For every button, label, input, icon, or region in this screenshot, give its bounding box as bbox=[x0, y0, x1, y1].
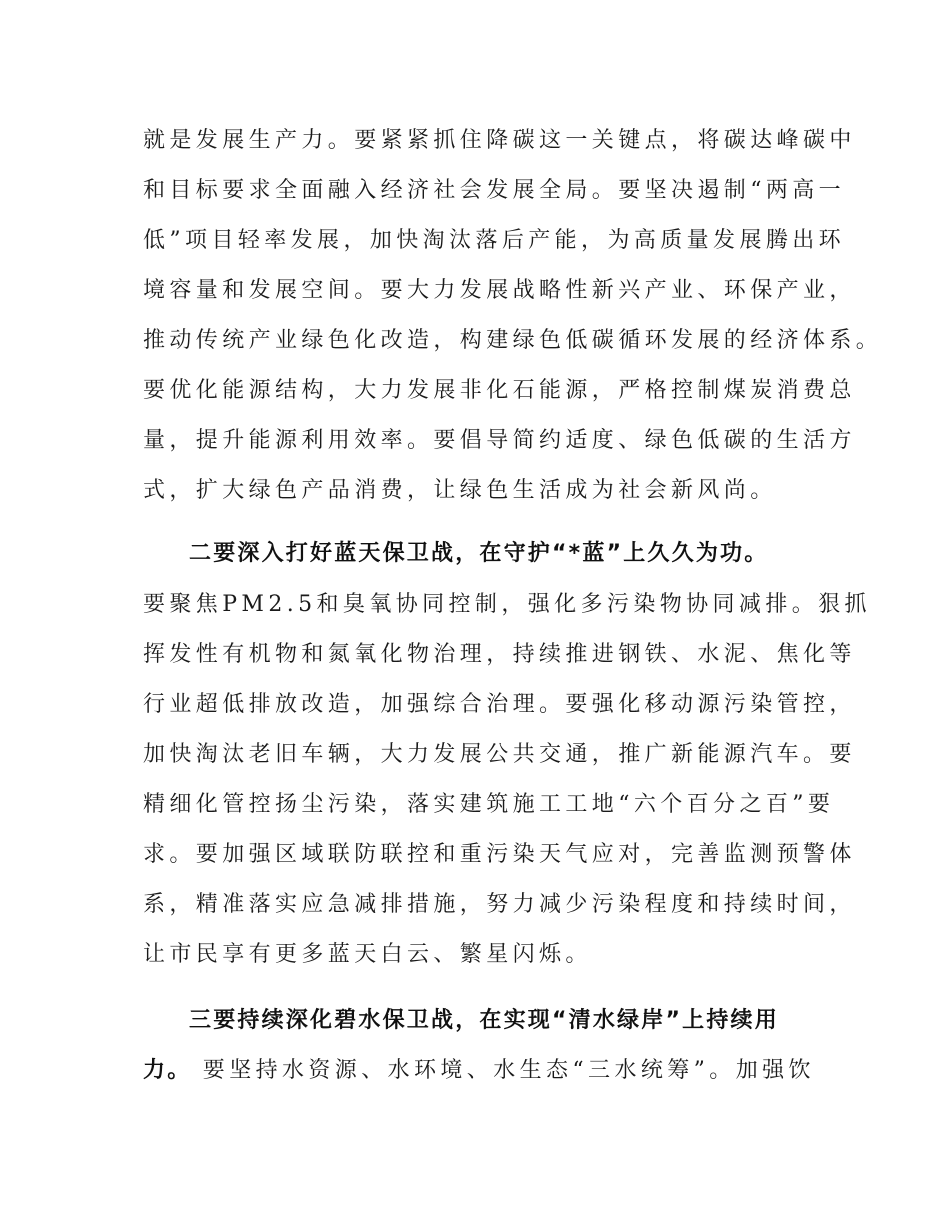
paragraph-line: 境容量和发展空间。要大力发展战略性新兴产业、环保产业， bbox=[143, 278, 856, 303]
paragraph-line: 就是发展生产力。要紧紧抓住降碳这一关键点，将碳达峰碳中 bbox=[143, 128, 856, 153]
paragraph-line: 要优化能源结构，大力发展非化石能源，严格控制煤炭消费总 bbox=[143, 378, 856, 403]
paragraph-line: 和目标要求全面融入经济社会发展全局。要坚决遏制“两高一 bbox=[143, 178, 846, 203]
paragraph-line: 求。要加强区域联防联控和重污染天气应对，完善监测预警体 bbox=[143, 842, 856, 867]
paragraph-line: 精细化管控扬尘污染，落实建筑施工工地“六个百分之百”要 bbox=[143, 792, 835, 817]
paragraph-line: 推动传统产业绿色化改造，构建绿色低碳循环发展的经济体系。 bbox=[143, 328, 883, 353]
paragraph-line: 行业超低排放改造，加强综合治理。要强化移动源污染管控， bbox=[143, 692, 856, 717]
paragraph-line: 低”项目轻率发展，加快淘汰落后产能，为高质量发展腾出环 bbox=[143, 228, 846, 253]
paragraph-line: 挥发性有机物和氮氧化物治理，持续推进钢铁、水泥、焦化等 bbox=[143, 642, 856, 667]
paragraph-line: 系，精准落实应急减排措施，努力减少污染程度和持续时间， bbox=[143, 892, 856, 917]
paragraph-line: 要聚焦PM2.5和臭氧协同控制，强化多污染物协同减排。狠抓 bbox=[143, 592, 871, 617]
paragraph-text: 要坚持水资源、水环境、水生态“三水统筹”。加强饮 bbox=[191, 1058, 815, 1083]
paragraph-line: 加快淘汰老旧车辆，大力发展公共交通，推广新能源汽车。要 bbox=[143, 742, 856, 767]
mixed-line bbox=[143, 1056, 815, 1086]
paragraph-line: 让市民享有更多蓝天白云、繁星闪烁。 bbox=[143, 942, 592, 967]
section-heading: 二要深入打好蓝天保卫战，在守护“*蓝”上久久为功。 bbox=[189, 541, 769, 566]
section-heading: 三要持续深化碧水保卫战，在实现“清水绿岸”上持续用 bbox=[189, 1008, 779, 1033]
paragraph-line: 式，扩大绿色产品消费，让绿色生活成为社会新风尚。 bbox=[143, 478, 777, 503]
section-heading-continuation: 力。 bbox=[143, 1058, 192, 1083]
paragraph-line: 量，提升能源利用效率。要倡导简约适度、绿色低碳的生活方 bbox=[143, 428, 856, 453]
